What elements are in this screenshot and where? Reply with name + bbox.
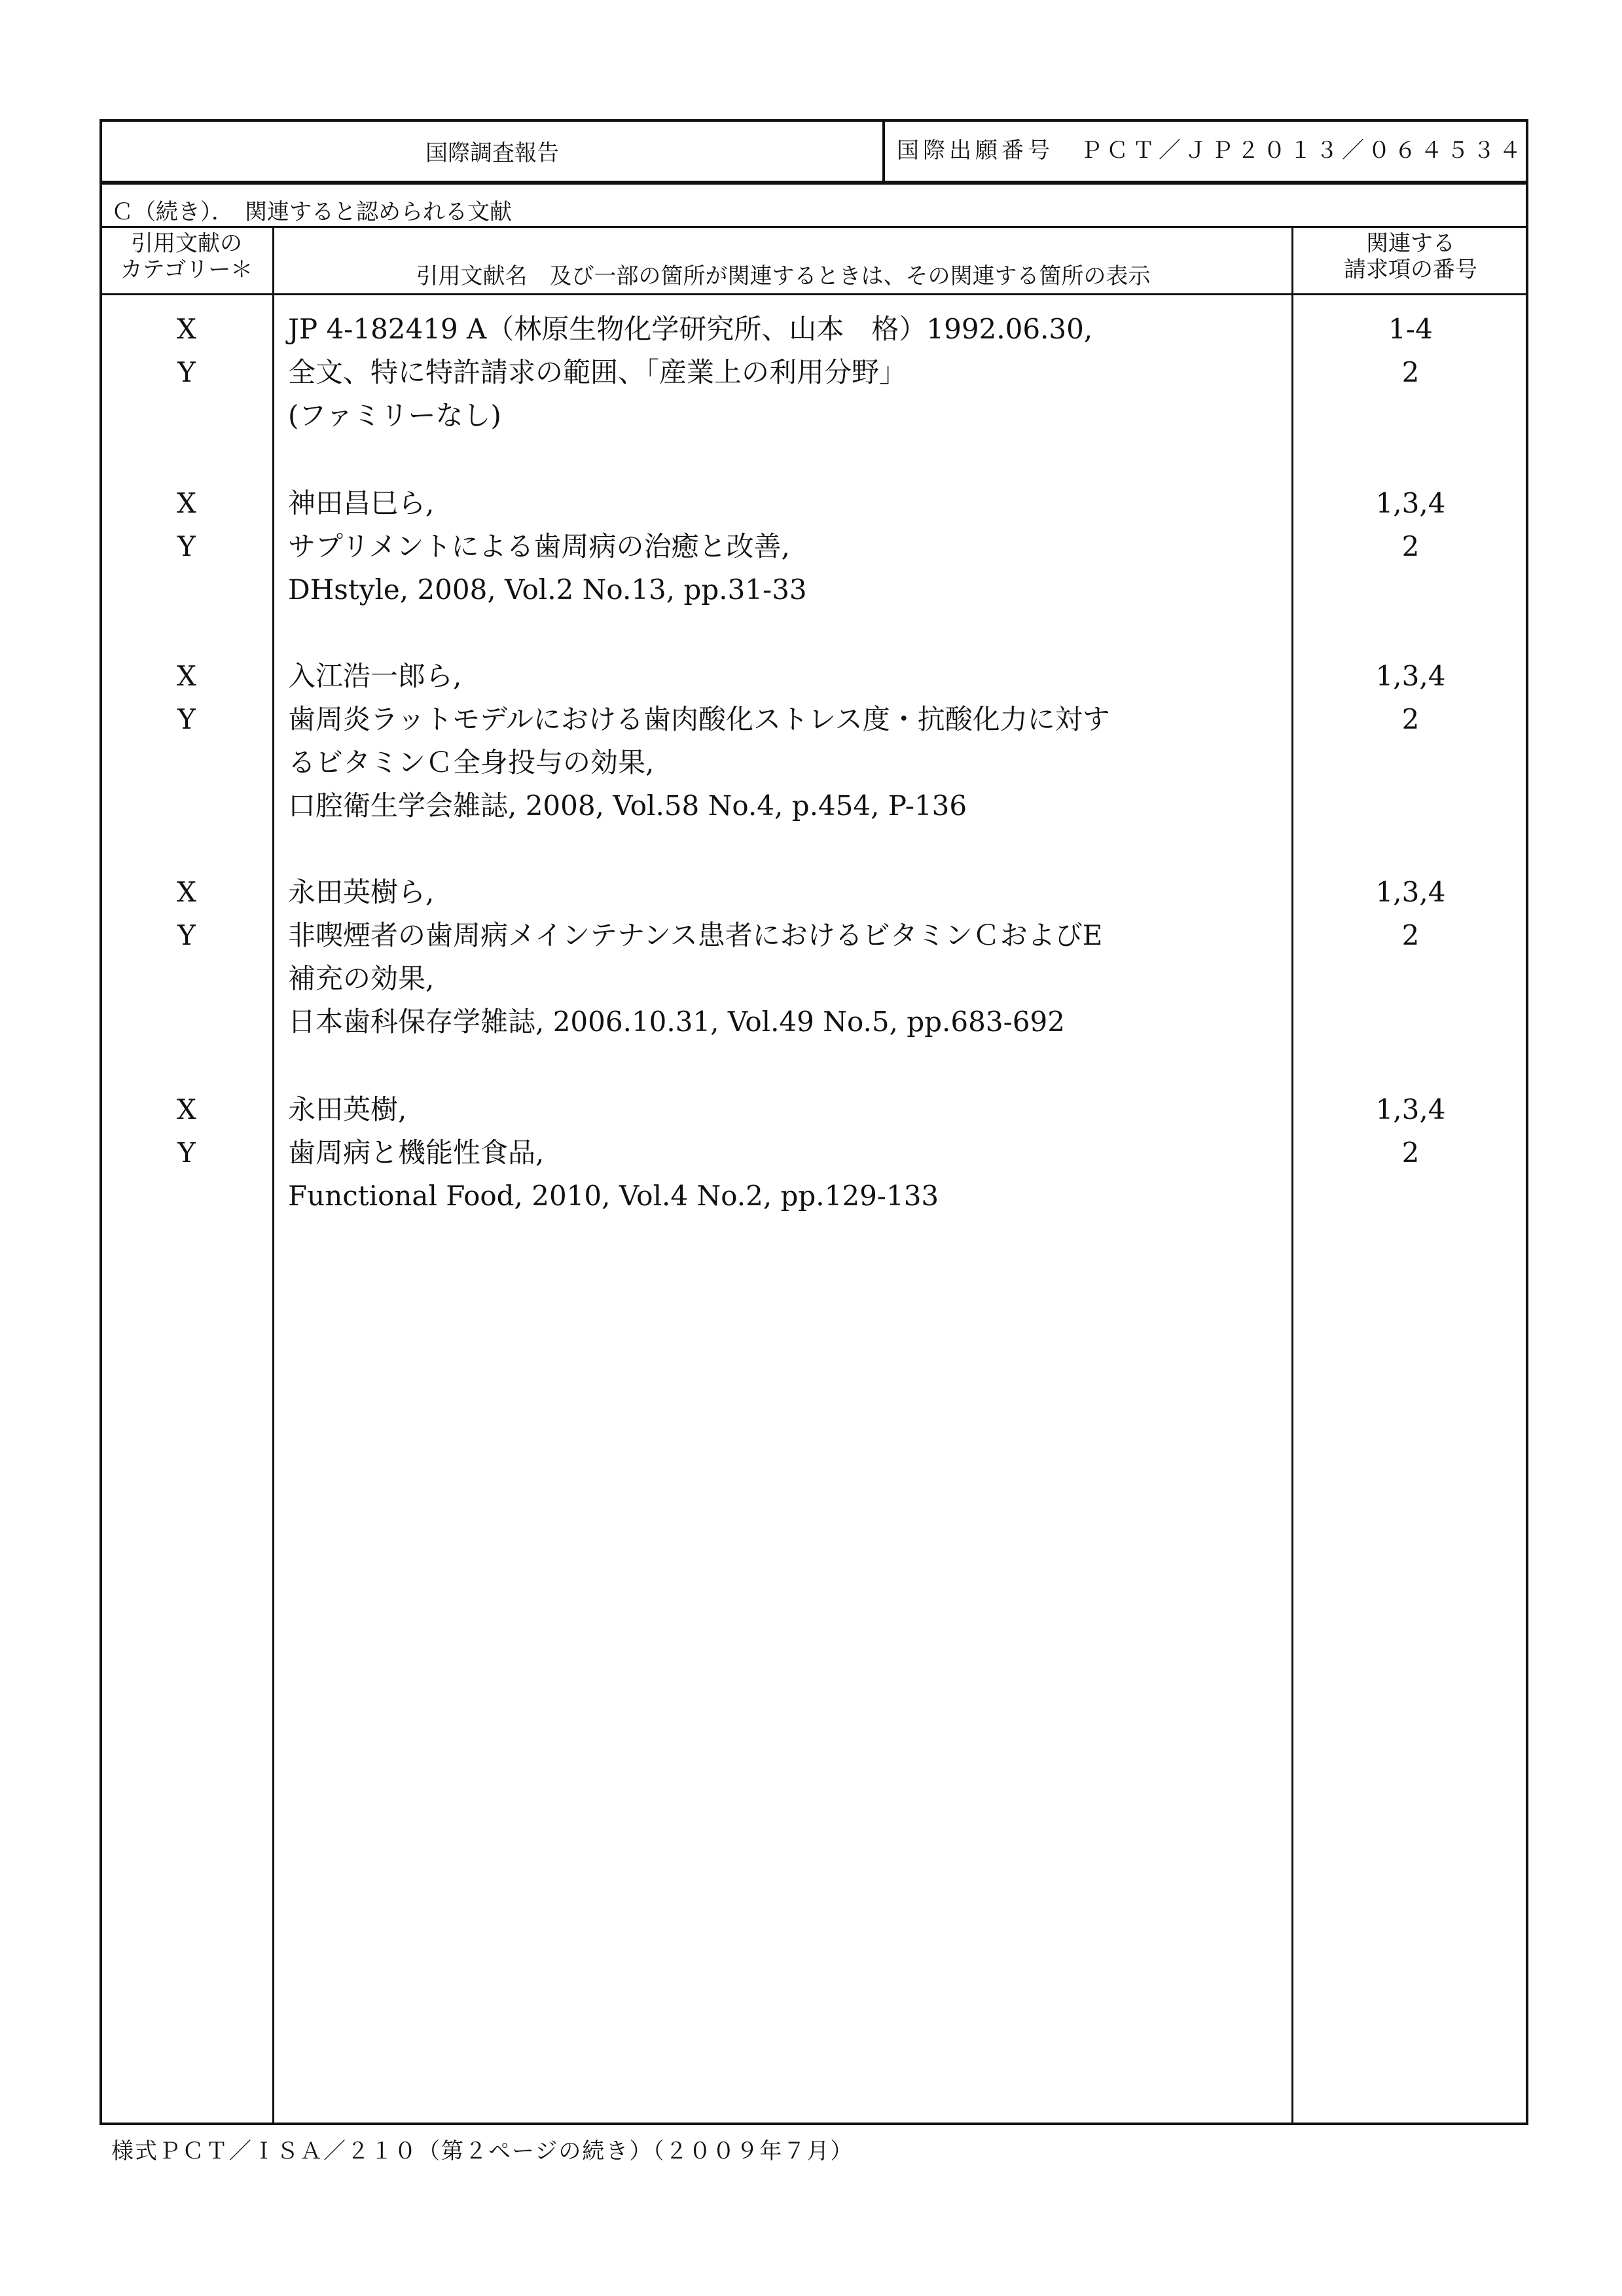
- section-title: Ｃ（続き）． 関連すると認められる文献: [111, 199, 512, 225]
- citation-column-header: 引用文献名 及び一部の箇所が関連するときは、その関連する箇所の表示: [416, 263, 1151, 289]
- citation-line: 神田昌巳ら,: [288, 487, 435, 519]
- citation-line: るビタミンＣ全身投与の効果,: [288, 746, 655, 778]
- claim-number: [1293, 1000, 1528, 1044]
- claim-number: 1,3,4: [1375, 1093, 1446, 1125]
- category-header-line-1: 引用文献の: [131, 230, 242, 257]
- category-code: [99, 1175, 274, 1218]
- form-footer: 様式ＰＣＴ／ＩＳＡ／２１０（第２ページの続き）（２００９年７月）: [111, 2138, 854, 2164]
- claim-number: 1,3,4: [1375, 876, 1446, 908]
- citation-line: (ファミリーなし): [288, 399, 501, 431]
- claim-number: 2: [1401, 356, 1420, 388]
- category-header-line-2: カテゴリー＊: [120, 257, 253, 283]
- citation-line: 永田英樹,: [288, 1093, 407, 1125]
- citation-line: JP 4-182419 A（林原生物化学研究所、山本 格）1992.06.30,: [288, 313, 1093, 345]
- category-code: X: [177, 487, 196, 519]
- citation-line: 入江浩一郎ら,: [288, 660, 462, 692]
- category-code: [99, 1000, 274, 1044]
- category-code: [99, 957, 274, 1000]
- claim-number: [1293, 568, 1528, 611]
- category-code: X: [177, 876, 196, 908]
- citation-line: 永田英樹ら,: [288, 876, 435, 908]
- category-code: Y: [177, 703, 196, 735]
- category-column-header: [99, 230, 274, 283]
- category-code: X: [177, 660, 196, 692]
- citation-line: Functional Food, 2010, Vol.4 No.2, pp.129-133: [288, 1180, 939, 1212]
- report-title: 国際調査報告: [425, 140, 559, 166]
- claim-number: 2: [1401, 919, 1420, 951]
- claim-number: [1293, 1175, 1528, 1218]
- citation-line: 歯周炎ラットモデルにおける歯肉酸化ストレス度・抗酸化力に対す: [288, 703, 1110, 735]
- header-divider: [99, 293, 1528, 295]
- category-code: Y: [177, 356, 196, 388]
- claims-header-line-1: 関連する: [1366, 230, 1455, 257]
- category-code: [99, 394, 274, 437]
- category-code: Y: [177, 919, 196, 951]
- application-number: 国際出願番号 ＰＣＴ／ＪＰ２０１３／０６４５３４: [897, 137, 1525, 164]
- category-code: [99, 784, 274, 828]
- section-divider: [99, 226, 1528, 228]
- claim-number: 2: [1401, 703, 1420, 735]
- category-code: Y: [177, 1137, 196, 1169]
- claims-column-header: [1293, 230, 1528, 283]
- claim-number: 2: [1401, 530, 1420, 562]
- citation-line: DHstyle, 2008, Vol.2 No.13, pp.31-33: [288, 574, 807, 606]
- claim-number: 1,3,4: [1375, 487, 1446, 519]
- claim-number: [1293, 957, 1528, 1000]
- claim-number: 1-4: [1388, 313, 1433, 345]
- claim-number: [1293, 784, 1528, 828]
- citation-line: サプリメントによる歯周病の治癒と改善,: [288, 530, 790, 562]
- citation-line: 全文、特に特許請求の範囲、「産業上の利用分野」: [288, 356, 907, 388]
- category-code: [99, 741, 274, 784]
- citation-line: 非喫煙者の歯周病メインテナンス患者におけるビタミンＣおよびE: [288, 919, 1103, 951]
- claims-header-line-2: 請求項の番号: [1344, 257, 1477, 283]
- citation-line: 補充の効果,: [288, 962, 435, 994]
- citation-line: 口腔衛生学会雑誌, 2008, Vol.58 No.4, p.454, P-136: [288, 790, 967, 822]
- category-code: X: [177, 1093, 196, 1125]
- citation-line: 歯周病と機能性食品,: [288, 1137, 545, 1169]
- claim-number: 1,3,4: [1375, 660, 1446, 692]
- claim-number: [1293, 741, 1528, 784]
- claim-number: 2: [1401, 1137, 1420, 1169]
- category-code: [99, 568, 274, 611]
- claim-number: [1293, 394, 1528, 437]
- category-code: X: [177, 313, 196, 345]
- category-code: Y: [177, 530, 196, 562]
- citation-line: 日本歯科保存学雑誌, 2006.10.31, Vol.49 No.5, pp.683-692: [288, 1006, 1065, 1038]
